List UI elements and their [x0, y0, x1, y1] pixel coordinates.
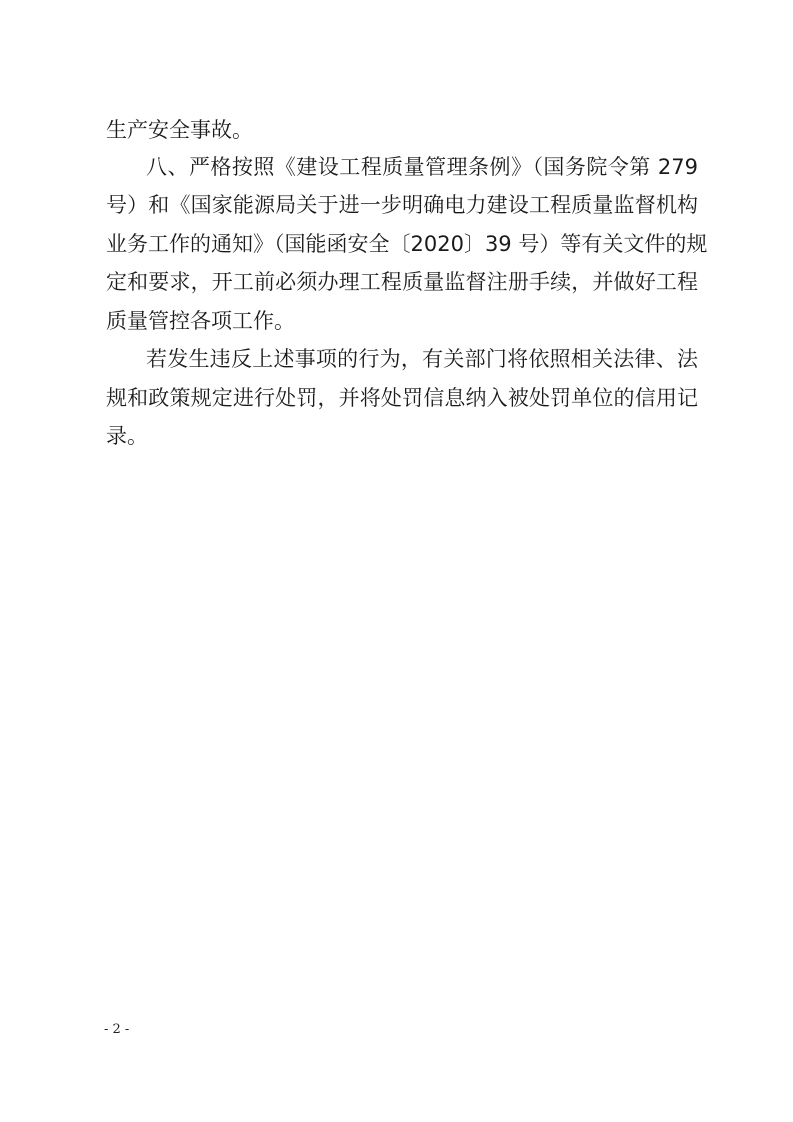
paragraph-2-line-4: 定和要求，开工前必须办理工程质量监督注册手续，并做好工程 [106, 270, 698, 294]
paragraph-2-line-1: 八、严格按照《建设工程质量管理条例》（国务院令第 279 [146, 155, 698, 179]
paragraph-2-line-2: 号）和《国家能源局关于进一步明确电力建设工程质量监督机构 [106, 193, 698, 217]
paragraph-2-line-3: 业务工作的通知》（国能函安全〔2020〕39 号）等有关文件的规 [106, 232, 708, 256]
paragraph-2-line-5: 质量管控各项工作。 [106, 309, 295, 333]
paragraph-3-line-1: 若发生违反上述事项的行为，有关部门将依照相关法律、法 [146, 347, 698, 371]
paragraph-3-line-2: 规和政策规定进行处罚，并将处罚信息纳入被处罚单位的信用记 [106, 386, 698, 410]
page-number: - 2 - [104, 1022, 130, 1037]
paragraph-3-line-3: 录。 [106, 424, 148, 448]
paragraph-1-line-1: 生产安全事故。 [106, 118, 253, 142]
